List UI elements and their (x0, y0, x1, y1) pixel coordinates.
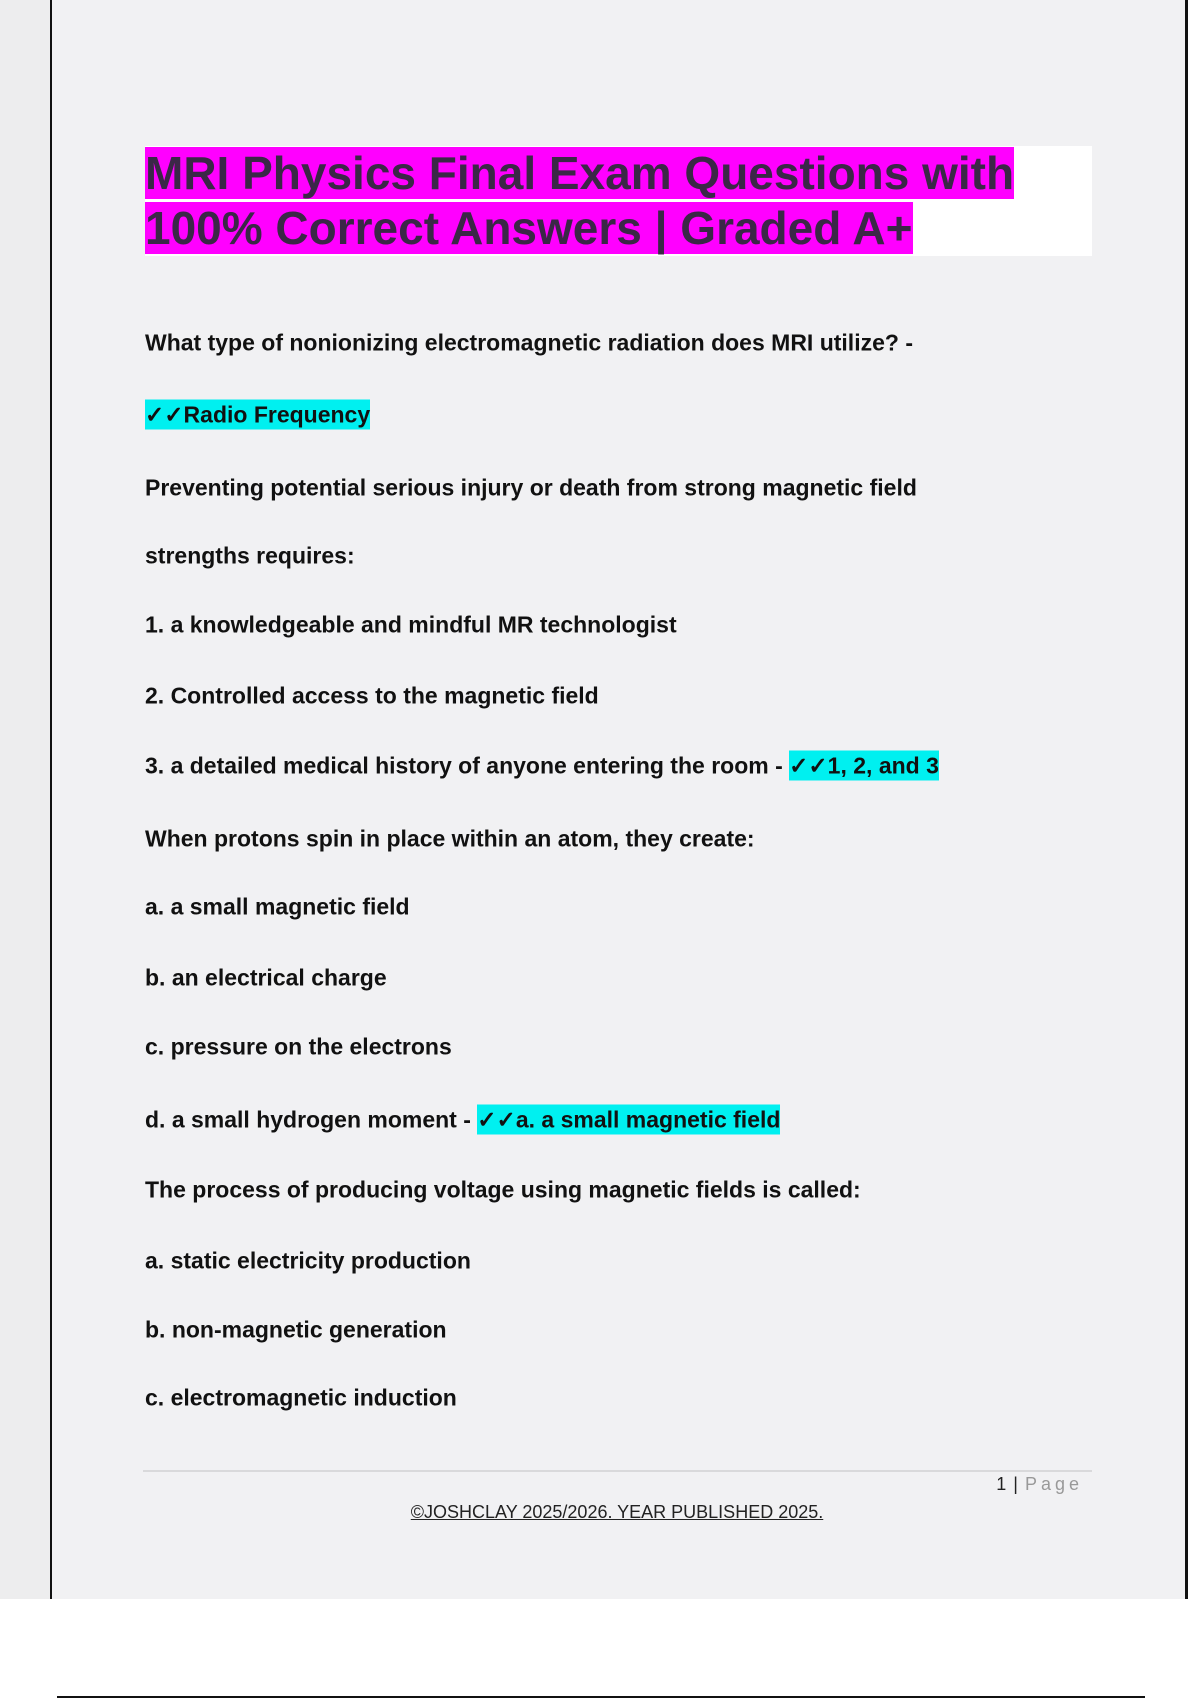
question-2-line-2: strengths requires: (145, 542, 355, 569)
question-3: When protons spin in place within an atom, they create: (145, 825, 755, 852)
document-title (145, 146, 1075, 256)
question-4-option-b: b. non-magnetic generation (145, 1316, 447, 1343)
question-3-option-b: b. an electrical charge (145, 964, 387, 991)
answer-highlight: ✓✓Radio Frequency (145, 401, 371, 428)
viewer-background (0, 0, 50, 1599)
page-number (996, 1474, 1083, 1495)
footer-divider (143, 1470, 1092, 1472)
question-3-option-a: a. a small magnetic field (145, 893, 410, 920)
question-4: The process of producing voltage using magnetic fields is called: (145, 1176, 861, 1203)
page-separator: | (1007, 1474, 1025, 1494)
title-line-1: MRI Physics Final Exam Questions with (145, 147, 1015, 199)
option-text: d. a small hydrogen moment - (145, 1106, 478, 1133)
page-label: Page (1024, 1474, 1083, 1494)
question-3-option-d (145, 1107, 780, 1134)
question-4-option-a: a. static electricity production (145, 1247, 471, 1274)
question-3-option-c: c. pressure on the electrons (145, 1033, 452, 1060)
option-text: 3. a detailed medical history of anyone entering the room - (145, 752, 790, 779)
page-bottom-divider (57, 1696, 1145, 1698)
question-2-option-3 (145, 753, 939, 780)
answer-1 (145, 402, 370, 429)
question-1: What type of nonionizing electromagnetic radiation does MRI utilize? - (145, 329, 913, 356)
answer-highlight: ✓✓a. a small magnetic field (477, 1106, 781, 1133)
question-4-option-c: c. electromagnetic induction (145, 1384, 457, 1411)
question-2-option-1: 1. a knowledgeable and mindful MR technologist (145, 611, 677, 638)
question-2-line-1: Preventing potential serious injury or death from strong magnetic field (145, 474, 917, 501)
title-line-2: 100% Correct Answers | Graded A+ (145, 202, 913, 254)
question-2-option-2: 2. Controlled access to the magnetic field (145, 682, 599, 709)
answer-highlight: ✓✓1, 2, and 3 (789, 752, 939, 779)
page-number-value: 1 (996, 1474, 1008, 1494)
copyright-footer: ©JOSHCLAY 2025/2026. YEAR PUBLISHED 2025. (410, 1502, 824, 1522)
